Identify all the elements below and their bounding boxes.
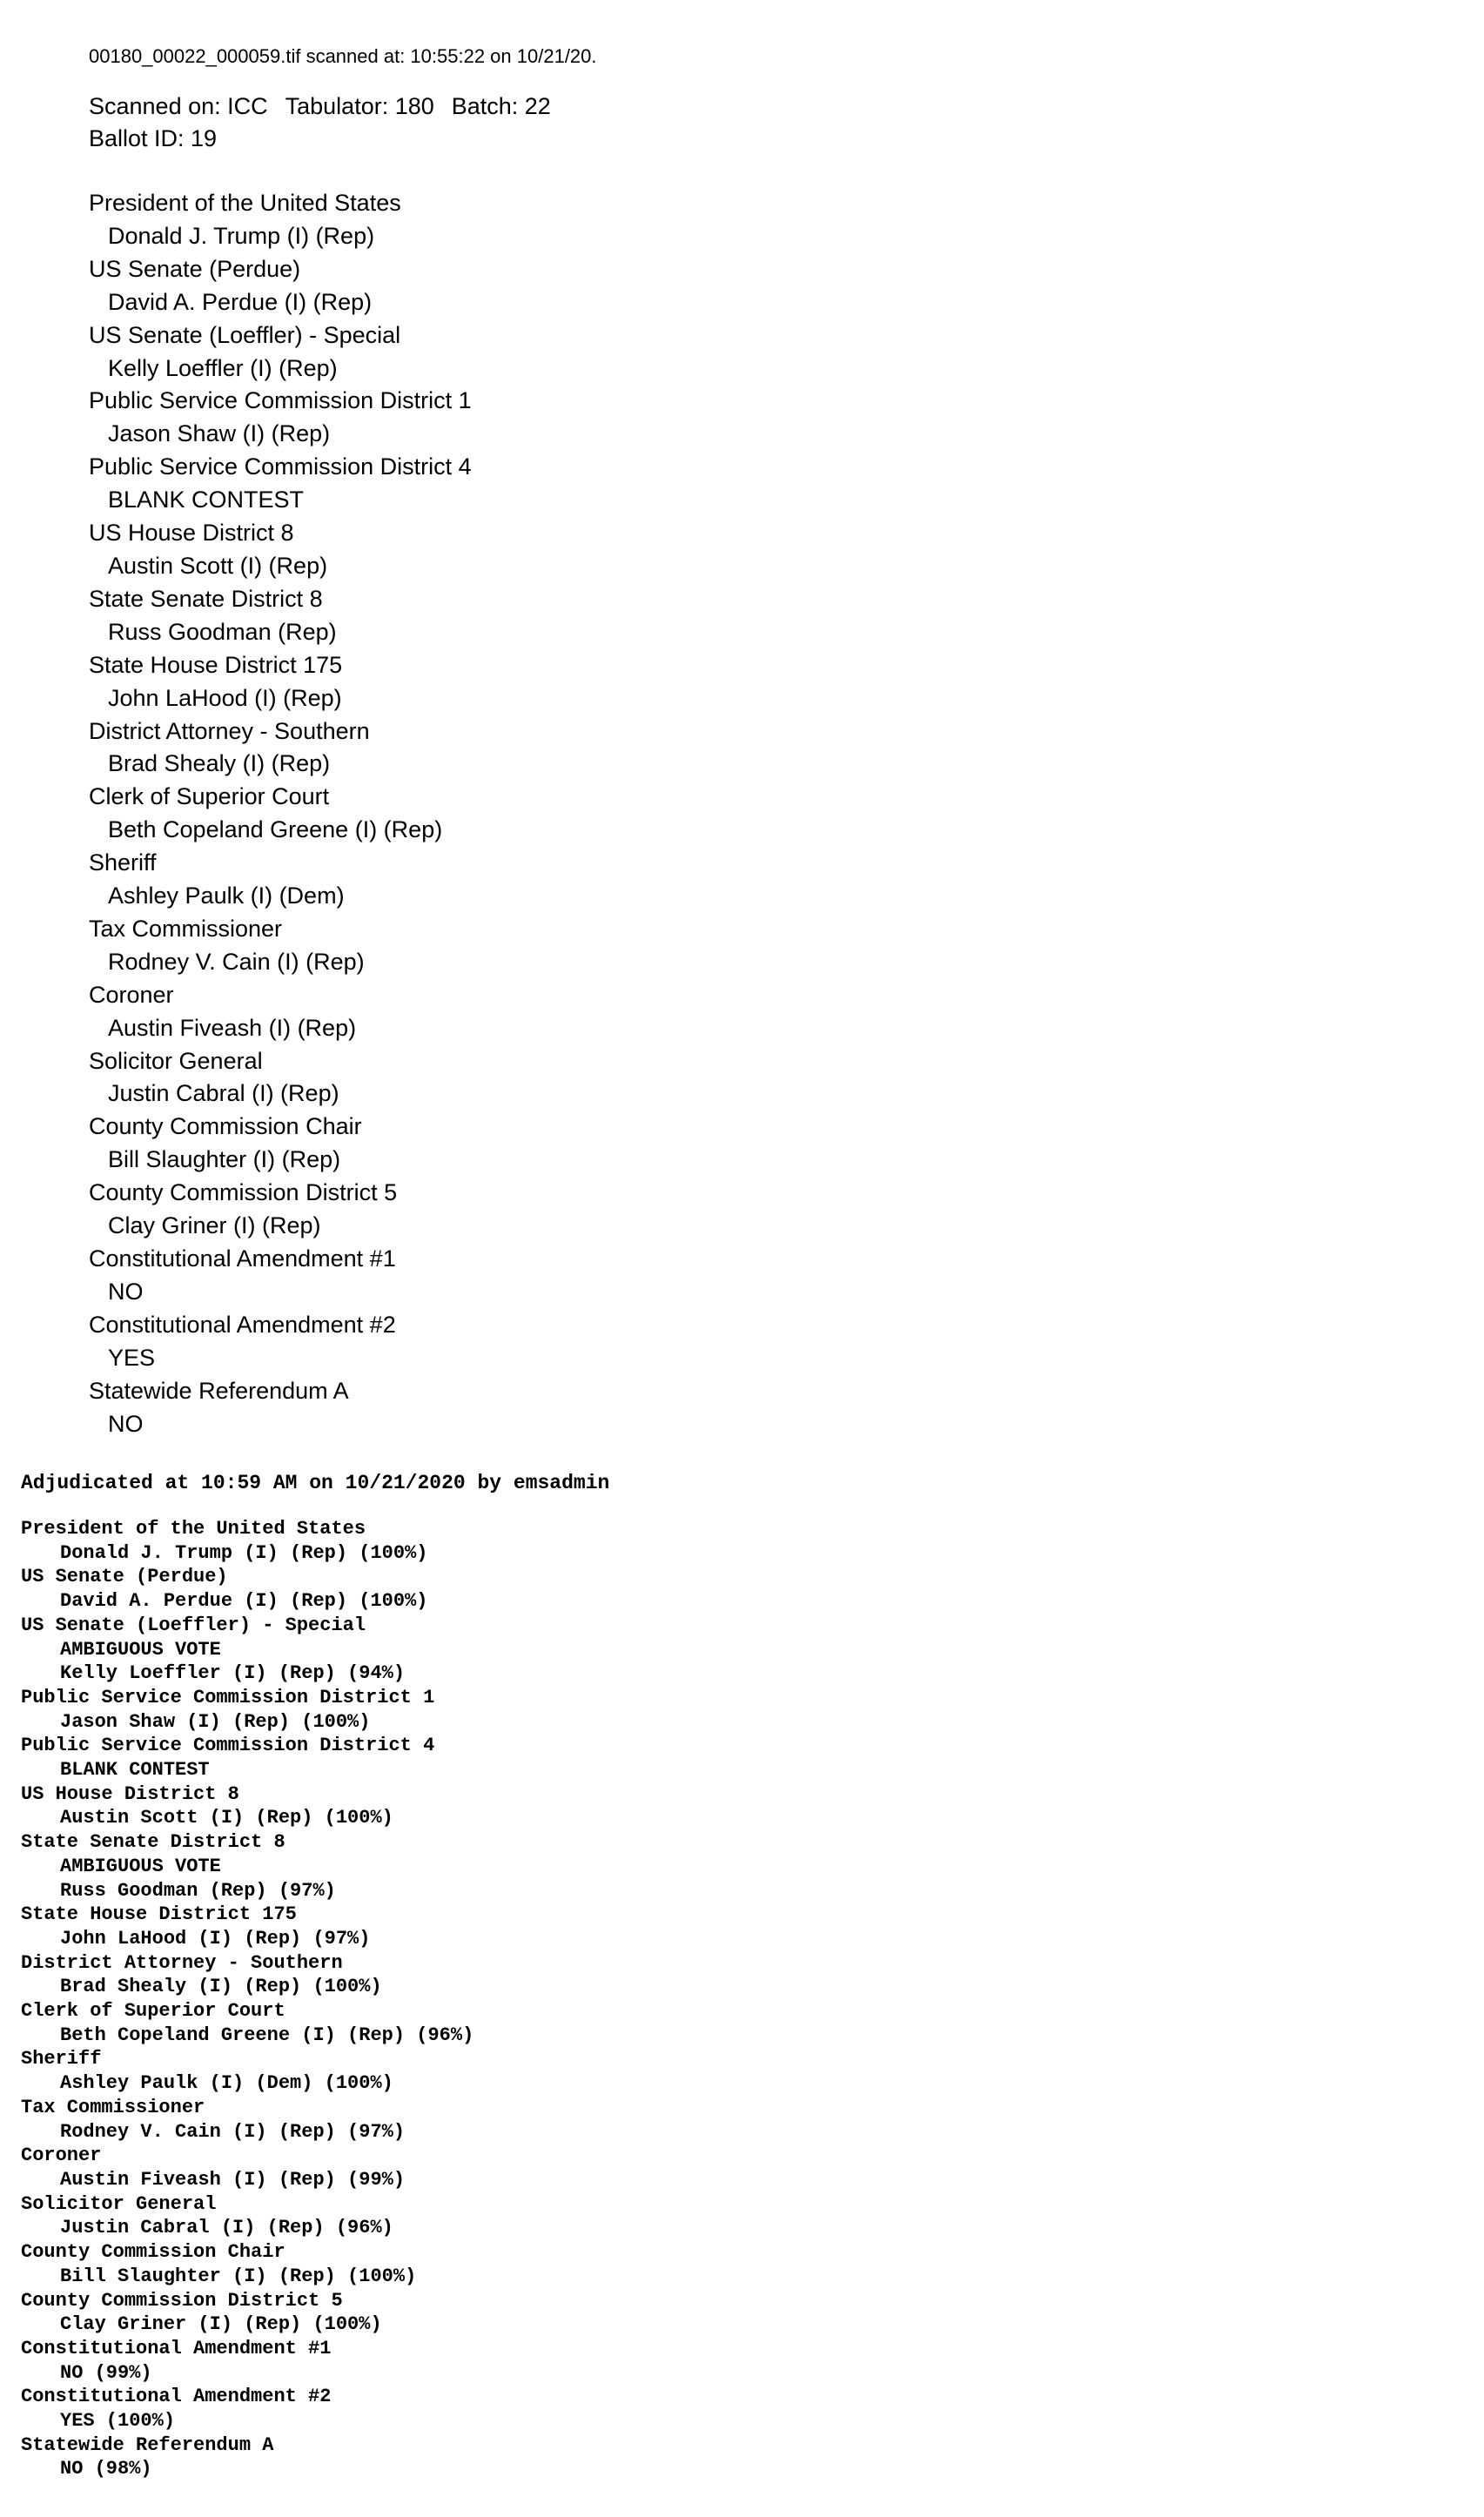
contest-selection: John LaHood (I) (Rep) (97%)	[60, 1927, 371, 1950]
contest-selection: David A. Perdue (I) (Rep) (100%)	[60, 1590, 428, 1613]
contest-name: Clerk of Superior Court	[21, 2000, 285, 2023]
contest-block	[21, 2192, 1413, 2240]
contest-name: Public Service Commission District 4	[89, 453, 472, 480]
contest-block	[21, 1734, 1413, 1782]
contest-name: US Senate (Perdue)	[21, 1566, 228, 1588]
contest-block	[21, 2433, 1413, 2481]
contest-block	[21, 1951, 1413, 1999]
contest-name: US Senate (Loeffler) - Special	[89, 321, 401, 348]
contest-block	[89, 979, 1394, 1045]
contest-selection: Beth Copeland Greene (I) (Rep)	[108, 816, 443, 843]
contest-block	[89, 1243, 1394, 1309]
scan-meta-line	[89, 91, 1394, 123]
scan-contest-list	[89, 187, 1394, 1440]
contest-block	[89, 385, 1394, 451]
contest-name: Public Service Commission District 1	[21, 1686, 435, 1708]
contest-name: Solicitor General	[89, 1047, 263, 1074]
contest-name: Constitutional Amendment #2	[89, 1311, 396, 1338]
contest-selection: NO	[108, 1278, 144, 1305]
contest-block	[21, 2047, 1413, 2095]
contest-selection: Brad Shealy (I) (Rep)	[108, 750, 331, 777]
contest-block	[89, 451, 1394, 517]
contest-selection: David A. Perdue (I) (Rep)	[108, 288, 373, 315]
contest-block	[89, 517, 1394, 583]
contest-selection: Donald J. Trump (I) (Rep) (100%)	[60, 1541, 428, 1564]
contest-selection: John LaHood (I) (Rep)	[108, 684, 342, 711]
contest-block	[89, 847, 1394, 913]
batch-label: Batch: 22	[451, 93, 551, 119]
contest-block	[89, 649, 1394, 715]
contest-selection: Austin Scott (I) (Rep)	[108, 552, 328, 579]
contest-name: Public Service Commission District 4	[21, 1735, 435, 1757]
contest-selection: Russ Goodman (Rep)	[108, 618, 337, 645]
contest-name: US House District 8	[89, 520, 294, 547]
contest-selection: Jason Shaw (I) (Rep) (100%)	[60, 1710, 371, 1733]
contest-block	[89, 913, 1394, 979]
contest-selection: Austin Fiveash (I) (Rep)	[108, 1014, 357, 1041]
contest-selection: Austin Scott (I) (Rep) (100%)	[60, 1807, 393, 1829]
scan-header: 00180_00022_000059.tif scanned at: 10:55:22 on 10/21/20.	[89, 45, 597, 67]
contest-selection: NO (98%)	[60, 2458, 152, 2480]
contest-selection: NO (99%)	[60, 2361, 152, 2384]
contest-selection: Rodney V. Cain (I) (Rep) (97%)	[60, 2120, 406, 2143]
contest-block	[89, 319, 1394, 386]
contest-name: County Commission Chair	[89, 1113, 362, 1140]
contest-name: Coroner	[89, 981, 174, 1008]
scan-meta	[89, 91, 1394, 155]
scanned-on-label: Scanned on: ICC	[89, 93, 268, 119]
contest-name: Constitutional Amendment #1	[89, 1245, 396, 1272]
contest-name: US Senate (Perdue)	[89, 255, 301, 282]
contest-block	[89, 1111, 1394, 1177]
adjudication-section	[21, 1470, 1413, 2481]
contest-selection: Rodney V. Cain (I) (Rep)	[108, 948, 365, 975]
contest-selection: Ashley Paulk (I) (Dem) (100%)	[60, 2072, 393, 2095]
contest-selection: Beth Copeland Greene (I) (Rep) (96%)	[60, 2024, 474, 2046]
contest-name: President of the United States	[89, 190, 401, 216]
contest-selection: Russ Goodman (Rep) (97%)	[60, 1879, 336, 1902]
contest-name: President of the United States	[21, 1518, 366, 1540]
contest-name: District Attorney - Southern	[89, 717, 370, 744]
scan-section	[89, 44, 1394, 1440]
contest-name: County Commission District 5	[21, 2289, 343, 2312]
contest-selection: BLANK CONTEST	[60, 1759, 210, 1782]
contest-block	[21, 2385, 1413, 2433]
adjudication-header: Adjudicated at 10:59 AM on 10/21/2020 by emsadmin	[21, 1472, 610, 1494]
contest-name: Clerk of Superior Court	[89, 783, 330, 810]
contest-block	[89, 781, 1394, 847]
contest-block	[21, 2289, 1413, 2337]
contest-name: State Senate District 8	[21, 1831, 285, 1854]
contest-selection: AMBIGUOUS VOTE	[60, 1638, 221, 1661]
contest-name: Constitutional Amendment #2	[21, 2386, 332, 2408]
contest-name: Statewide Referendum A	[89, 1377, 349, 1404]
contest-name: Sheriff	[21, 2048, 102, 2071]
contest-block	[89, 1045, 1394, 1111]
tabulator-label: Tabulator: 180	[285, 93, 434, 119]
contest-selection: BLANK CONTEST	[108, 487, 305, 513]
contest-name: State House District 175	[89, 651, 343, 678]
contest-selection: AMBIGUOUS VOTE	[60, 1855, 221, 1877]
contest-selection: Ashley Paulk (I) (Dem)	[108, 883, 345, 909]
contest-name: US House District 8	[21, 1782, 239, 1805]
contest-name: Public Service Commission District 1	[89, 387, 472, 414]
contest-block	[21, 1782, 1413, 1830]
contest-block	[89, 715, 1394, 782]
contest-block	[21, 2096, 1413, 2144]
contest-name: County Commission District 5	[89, 1179, 398, 1206]
contest-name: Constitutional Amendment #1	[21, 2337, 332, 2359]
adjudication-contest-list	[21, 1517, 1413, 2481]
contest-selection: Donald J. Trump (I) (Rep)	[108, 222, 375, 249]
contest-name: Sheriff	[89, 849, 157, 876]
contest-block	[89, 1309, 1394, 1375]
ballot-id-label: Ballot ID: 19	[89, 125, 218, 151]
contest-selection: Justin Cabral (I) (Rep)	[108, 1080, 339, 1107]
contest-name: County Commission Chair	[21, 2241, 285, 2264]
contest-selection: Justin Cabral (I) (Rep) (96%)	[60, 2217, 393, 2239]
contest-selection: Brad Shealy (I) (Rep) (100%)	[60, 1976, 382, 1998]
contest-selection: Jason Shaw (I) (Rep)	[108, 420, 331, 447]
contest-block	[21, 1830, 1413, 1903]
contest-selection: Clay Griner (I) (Rep)	[108, 1212, 321, 1239]
contest-selection: Kelly Loeffler (I) (Rep) (94%)	[60, 1662, 406, 1685]
contest-selection: Bill Slaughter (I) (Rep) (100%)	[60, 2265, 417, 2287]
contest-name: District Attorney - Southern	[21, 1951, 343, 1974]
contest-block	[21, 1565, 1413, 1613]
contest-selection: Bill Slaughter (I) (Rep)	[108, 1146, 341, 1173]
contest-block	[89, 1375, 1394, 1441]
contest-block	[21, 2144, 1413, 2191]
contest-block	[89, 1177, 1394, 1243]
contest-name: Statewide Referendum A	[21, 2433, 274, 2456]
contest-selection: YES (100%)	[60, 2410, 176, 2433]
contest-block	[21, 2240, 1413, 2288]
contest-name: Solicitor General	[21, 2192, 217, 2215]
contest-name: Tax Commissioner	[21, 2096, 205, 2118]
contest-selection: NO	[108, 1410, 144, 1437]
contest-name: State House District 175	[21, 1903, 297, 1926]
contest-selection: Clay Griner (I) (Rep) (100%)	[60, 2313, 382, 2336]
contest-name: US Senate (Loeffler) - Special	[21, 1614, 366, 1636]
contest-block	[21, 1614, 1413, 1686]
contest-selection: YES	[108, 1344, 156, 1371]
contest-block	[21, 2337, 1413, 2385]
contest-name: Tax Commissioner	[89, 915, 283, 942]
contest-name: State Senate District 8	[89, 585, 323, 612]
contest-selection: Austin Fiveash (I) (Rep) (99%)	[60, 2168, 406, 2191]
contest-block	[21, 1517, 1413, 1565]
contest-block	[89, 583, 1394, 649]
contest-name: Coroner	[21, 2144, 102, 2167]
contest-block	[21, 1999, 1413, 2047]
contest-block	[21, 1903, 1413, 1950]
contest-block	[89, 187, 1394, 253]
contest-block	[89, 253, 1394, 319]
contest-selection: Kelly Loeffler (I) (Rep)	[108, 354, 338, 381]
contest-block	[21, 1686, 1413, 1734]
